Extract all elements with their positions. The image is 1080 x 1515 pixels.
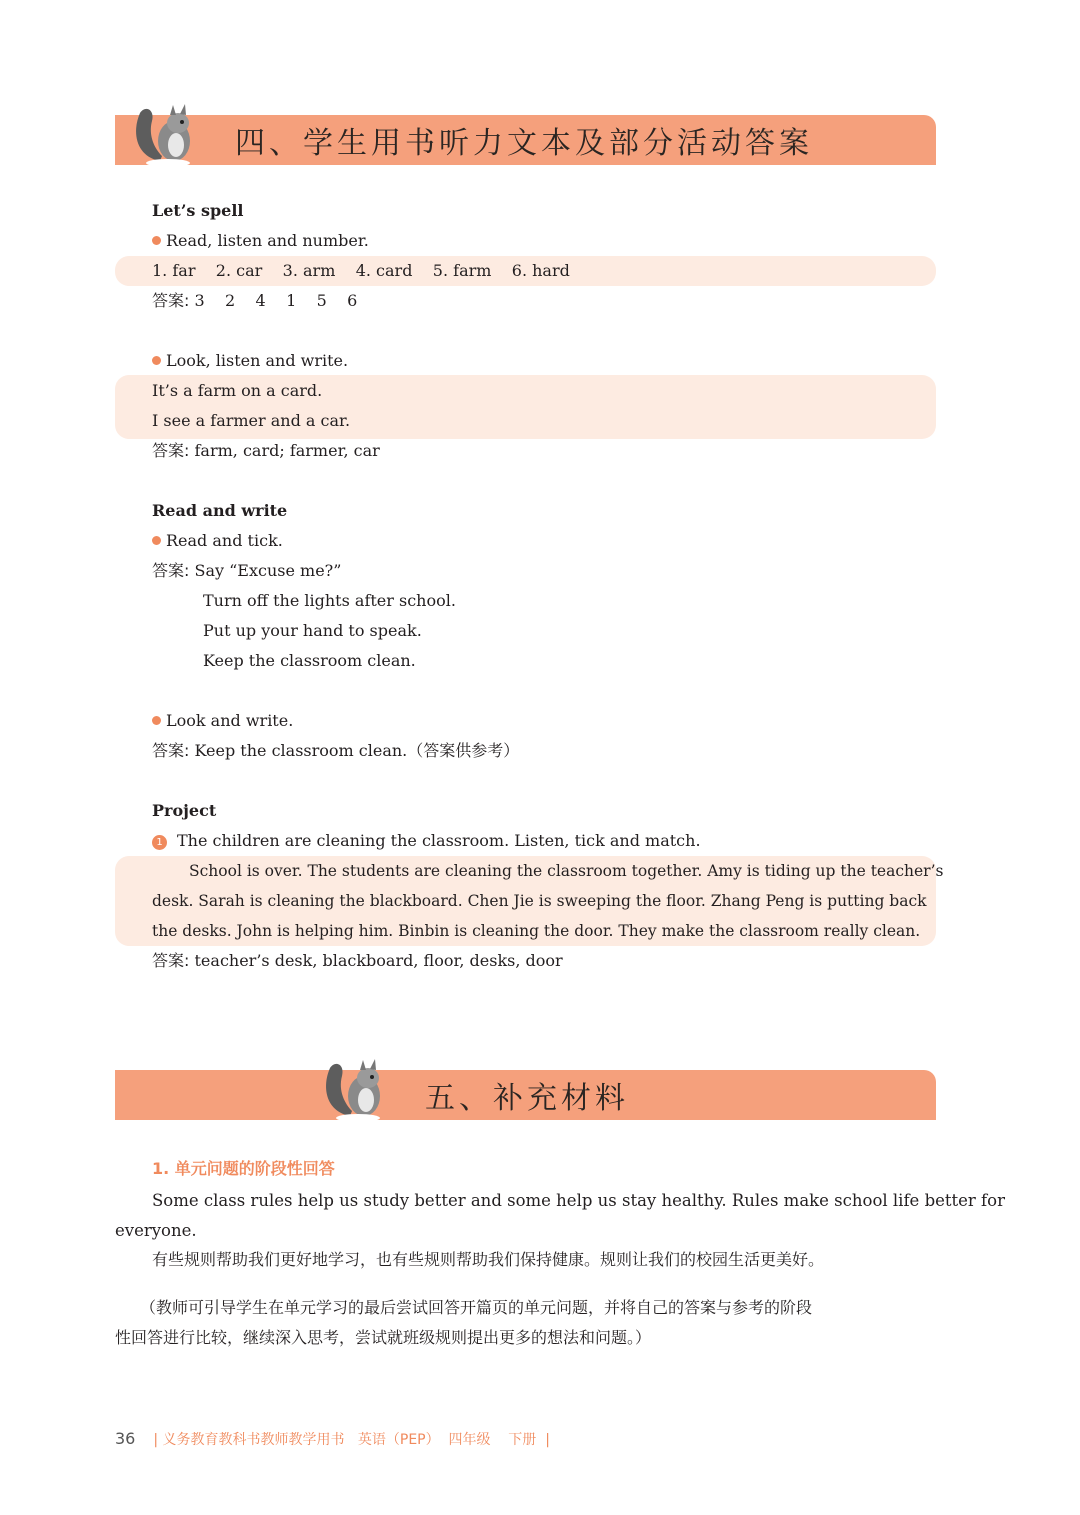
squirrel-mascot-icon: [130, 101, 200, 167]
page-number: 36: [115, 1429, 136, 1448]
bullet-icon: [152, 716, 161, 725]
project-heading: Project: [152, 801, 217, 820]
task-read-listen-number: Read, listen and number.: [152, 231, 369, 251]
book-title: | 义务教育教科书教师教学用书 英语（PEP） 四年级 下册 |: [153, 1432, 550, 1448]
task-look-write: Look and write.: [152, 711, 293, 731]
summary-cn: 有些规则帮助我们更好地学习，也有些规则帮助我们保持健康。规则让我们的校园生活更美好。: [152, 1250, 825, 1269]
answer-rules-1: 答案: Say “Excuse me?”: [152, 561, 342, 580]
section4-banner: [115, 115, 936, 165]
summary-en-line1: Some class rules help us study better and some help us stay healthy. Rules make school life better for: [152, 1191, 1005, 1210]
section5-banner: [115, 1070, 936, 1120]
sentence-farmer-car: I see a farmer and a car.: [152, 411, 351, 430]
project-task: 1 The children are cleaning the classroom. Listen, tick and match.: [152, 831, 701, 851]
squirrel-mascot-icon: [320, 1056, 390, 1122]
answer-words: 答案: farm, card; farmer, car: [152, 441, 380, 460]
answer-look-write: 答案: Keep the classroom clean.（答案供参考）: [152, 741, 520, 760]
answer-numbers: 答案: 3 2 4 1 5 6: [152, 291, 358, 310]
read-write-heading: Read and write: [152, 501, 288, 520]
answer-rules-2: Turn off the lights after school.: [203, 591, 456, 610]
task-look-listen-write: Look, listen and write.: [152, 351, 348, 371]
project-text-line1: School is over. The students are cleaning the classroom together. Amy is tiding up the teacher’s: [189, 862, 944, 880]
task-read-tick: Read and tick.: [152, 531, 283, 551]
word-list: 1. far 2. car 3. arm 4. card 5. farm 6. hard: [152, 261, 570, 280]
section4-title: 四、学生用书听力文本及部分活动答案: [235, 126, 813, 161]
number-badge-icon: 1: [152, 835, 167, 850]
sentence-farm-card: It’s a farm on a card.: [152, 381, 323, 400]
bullet-icon: [152, 236, 161, 245]
bullet-icon: [152, 356, 161, 365]
lets-spell-heading: Let’s spell: [152, 201, 244, 220]
page-footer: [115, 1429, 550, 1449]
project-text-line3: the desks. John is helping him. Binbin is cleaning the door. They make the classroom really clean.: [152, 922, 921, 940]
answer-rules-3: Put up your hand to speak.: [203, 621, 422, 640]
teacher-note-line2: 性回答进行比较，继续深入思考，尝试就班级规则提出更多的想法和问题。）: [115, 1328, 652, 1347]
section5-title: 五、补充材料: [425, 1081, 629, 1116]
summary-en-line2: everyone.: [115, 1221, 197, 1240]
teacher-note-line1: （教师可引导学生在单元学习的最后尝试回答开篇页的单元问题，并将自己的答案与参考的阶段: [140, 1298, 813, 1317]
section5-subheading: 1. 单元问题的阶段性回答: [152, 1159, 335, 1178]
bullet-icon: [152, 536, 161, 545]
project-answer: 答案: teacher’s desk, blackboard, floor, desks, door: [152, 951, 563, 970]
project-text-line2: desk. Sarah is cleaning the blackboard. Chen Jie is sweeping the floor. Zhang Peng is putting back: [152, 892, 927, 910]
answer-rules-4: Keep the classroom clean.: [203, 651, 416, 670]
